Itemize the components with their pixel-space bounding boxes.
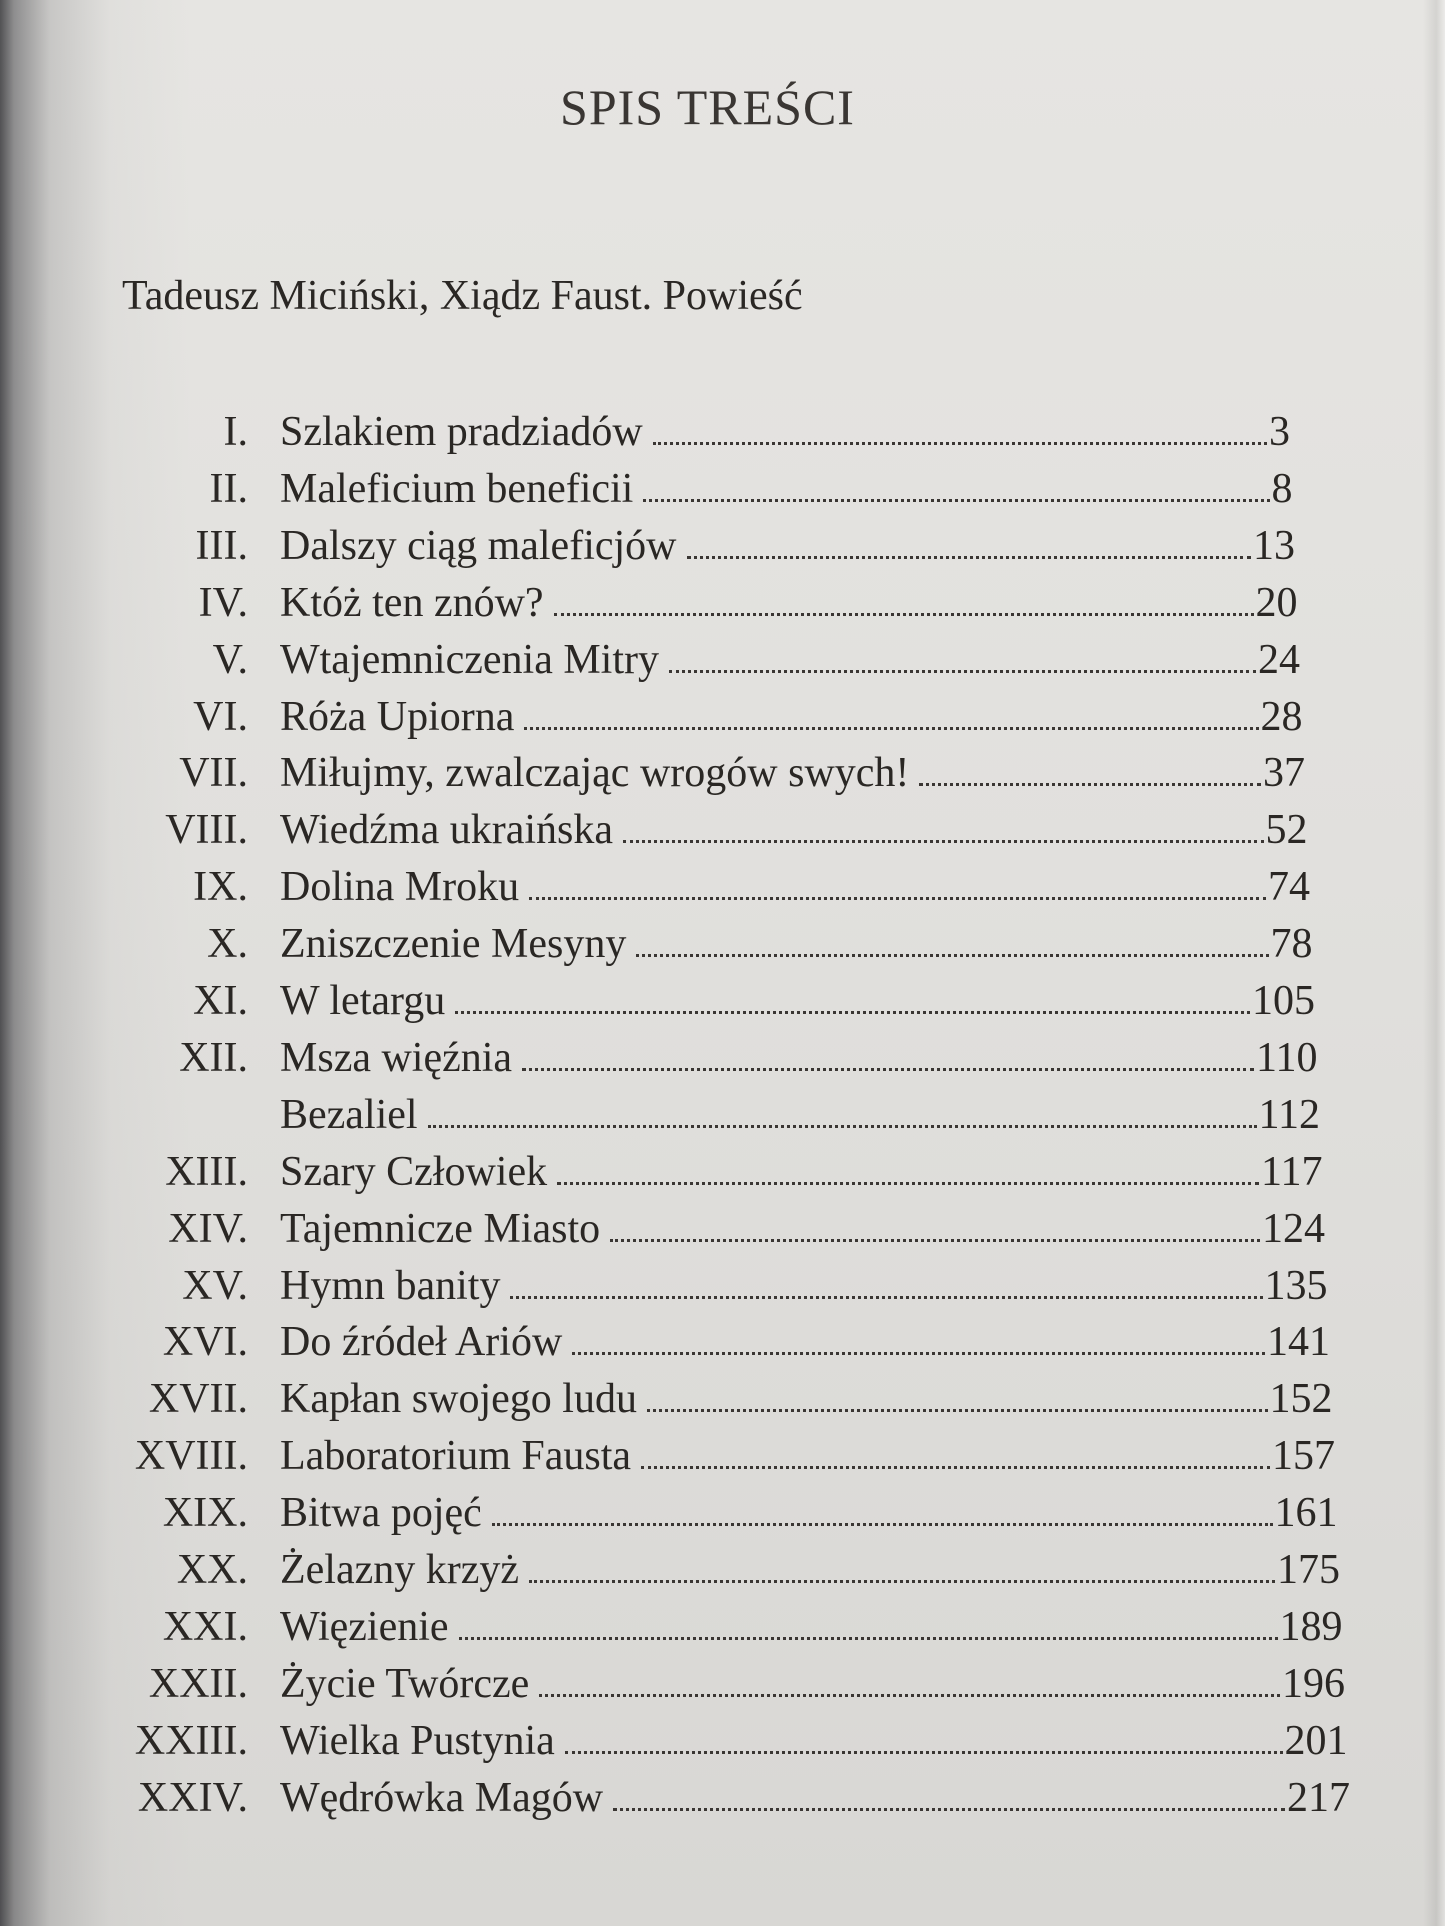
- chapter-number: XIII.: [165, 1148, 248, 1195]
- page-number: 217: [1287, 1774, 1350, 1821]
- dot-leader: [643, 499, 1269, 502]
- dot-leader: [455, 1011, 1250, 1014]
- page-number: 78: [1270, 921, 1313, 968]
- chapter-number: VII.: [179, 750, 248, 797]
- chapter-title: Szary Człowiek: [280, 1148, 548, 1195]
- chapter-number: IX.: [193, 864, 248, 911]
- page-number: 28: [1260, 693, 1303, 740]
- dot-leader: [565, 1751, 1283, 1754]
- chapter-number: XXII.: [148, 1660, 248, 1707]
- chapter-title: Żelazny krzyż: [280, 1547, 520, 1593]
- chapter-number: XI.: [193, 978, 248, 1024]
- page-number: 105: [1252, 978, 1315, 1024]
- toc-entry-line: [280, 1489, 1338, 1537]
- page-number: 157: [1272, 1433, 1335, 1480]
- toc-entry-line: [280, 693, 1303, 741]
- chapter-title: W letargu: [280, 978, 446, 1024]
- chapter-title: Więzienie: [280, 1603, 449, 1650]
- toc-entry-line: [280, 1318, 1330, 1366]
- page-number: 161: [1274, 1490, 1338, 1537]
- toc-entry: [0, 977, 1315, 1033]
- page-number: 141: [1267, 1319, 1330, 1366]
- chapter-number: XVI.: [162, 1319, 248, 1366]
- toc-entry-line: [280, 977, 1315, 1025]
- chapter-number: XIV.: [168, 1205, 248, 1252]
- chapter-number: XXIV.: [137, 1774, 248, 1821]
- chapter-title: Życie Twórcze: [280, 1660, 530, 1707]
- chapter-number: XVII.: [148, 1376, 248, 1423]
- toc-entry: [0, 1717, 1348, 1773]
- toc-entry-line: [280, 863, 1310, 911]
- page-number: 74: [1268, 864, 1310, 911]
- toc-entry-line: [280, 1660, 1345, 1708]
- chapter-title: Kapłan swojego ludu: [280, 1376, 637, 1423]
- dot-leader: [539, 1694, 1280, 1697]
- toc-entry-line: [280, 1603, 1343, 1651]
- toc-entry-line: [280, 1375, 1333, 1423]
- dot-leader: [428, 1125, 1257, 1128]
- toc-entry-line: [280, 1774, 1350, 1822]
- toc-entry: [0, 1034, 1318, 1090]
- page-number: 24: [1258, 636, 1300, 683]
- page-number: 196: [1282, 1660, 1345, 1707]
- toc-entry: [0, 863, 1310, 919]
- dot-leader: [641, 1466, 1270, 1469]
- toc-entry: [0, 522, 1295, 578]
- toc-entry: [0, 1318, 1330, 1374]
- toc-entry: [0, 1774, 1350, 1830]
- toc-entry: [0, 1546, 1340, 1602]
- dot-leader: [623, 840, 1263, 843]
- chapter-title: Hymn banity: [280, 1262, 501, 1309]
- chapter-title: Msza więźnia: [280, 1034, 513, 1081]
- toc-entry-line: [280, 1205, 1325, 1253]
- toc-entry: [0, 749, 1305, 805]
- toc-entry-line: [280, 522, 1295, 570]
- toc-entry: [0, 693, 1303, 749]
- chapter-number: XV.: [182, 1262, 248, 1309]
- chapter-title: Róża Upiorna: [280, 693, 515, 740]
- page-number: 20: [1255, 579, 1298, 626]
- toc-entry: [0, 1148, 1323, 1204]
- chapter-number: II.: [209, 465, 248, 512]
- chapter-title: Dolina Mroku: [280, 864, 520, 911]
- toc-entry-line: [280, 1148, 1323, 1196]
- dot-leader: [919, 783, 1261, 786]
- toc-entry-line: [280, 749, 1305, 797]
- chapter-title: Bitwa pojęć: [280, 1490, 482, 1537]
- chapter-title: Któż ten znów?: [280, 579, 544, 626]
- toc-entry: [0, 408, 1290, 464]
- page-number: 112: [1258, 1091, 1320, 1138]
- toc-entry: [0, 1489, 1338, 1545]
- dot-leader: [529, 1580, 1275, 1583]
- page-number: 124: [1262, 1205, 1325, 1252]
- toc-entry-line: [280, 636, 1300, 684]
- toc-entry-line: [280, 1091, 1320, 1139]
- dot-leader: [636, 954, 1268, 957]
- chapter-title: Bezaliel: [280, 1091, 418, 1138]
- page-number: 13: [1253, 522, 1295, 569]
- page-number: 175: [1277, 1547, 1340, 1593]
- chapter-number: III.: [195, 522, 248, 569]
- dot-leader: [522, 1068, 1254, 1071]
- dot-leader: [647, 1409, 1268, 1412]
- toc-entry: [0, 465, 1293, 521]
- toc-entry: [0, 1091, 1320, 1147]
- dot-leader: [554, 613, 1254, 616]
- chapter-number: VIII.: [165, 807, 248, 854]
- dot-leader: [459, 1637, 1278, 1640]
- chapter-title: Wędrówka Magów: [280, 1774, 604, 1821]
- chapter-number: X.: [207, 921, 248, 968]
- page-number: 110: [1256, 1034, 1318, 1081]
- toc-entry-line: [280, 1717, 1348, 1765]
- chapter-title: Laboratorium Fausta: [280, 1433, 632, 1480]
- chapter-number: XIX.: [162, 1490, 248, 1537]
- dot-leader: [669, 670, 1256, 673]
- page-number: 3: [1269, 409, 1290, 455]
- chapter-number: XXI.: [162, 1603, 248, 1650]
- dot-leader: [524, 727, 1258, 730]
- toc-entry: [0, 1603, 1343, 1659]
- page-number: 8: [1271, 465, 1293, 512]
- page-number: 117: [1261, 1148, 1323, 1195]
- chapter-title: Dalszy ciąg maleficjów: [280, 522, 677, 569]
- toc-entry: [0, 636, 1300, 692]
- toc-entry-line: [280, 1034, 1318, 1082]
- chapter-number: XVIII.: [134, 1433, 248, 1480]
- chapter-title: Zniszczenie Mesyny: [280, 921, 627, 968]
- dot-leader: [529, 897, 1266, 900]
- chapter-title: Tajemnicze Miasto: [280, 1205, 601, 1252]
- toc-entry: [0, 920, 1313, 976]
- chapter-number: XXIII.: [134, 1717, 248, 1764]
- toc-entry: [0, 806, 1308, 862]
- chapter-number: I.: [223, 409, 248, 455]
- chapter-number: XII.: [179, 1034, 248, 1081]
- dot-leader: [687, 556, 1252, 559]
- toc-entry-line: [280, 806, 1308, 854]
- chapter-title: Wielka Pustynia: [280, 1717, 555, 1764]
- toc-entry-line: [280, 1546, 1340, 1594]
- dot-leader: [610, 1239, 1260, 1242]
- chapter-title: Szlakiem pradziadów: [280, 409, 643, 455]
- page-number: 189: [1279, 1603, 1343, 1650]
- chapter-title: Miłujmy, zwalczając wrogów swych!: [280, 750, 910, 797]
- toc-entry: [0, 1375, 1333, 1431]
- toc-entry-line: [280, 465, 1293, 513]
- chapter-title: Wiedźma ukraińska: [280, 807, 614, 854]
- page-title: SPIS TREŚCI: [560, 79, 855, 135]
- chapter-number: VI.: [193, 693, 248, 740]
- dot-leader: [557, 1182, 1259, 1185]
- page-number: 201: [1284, 1717, 1348, 1764]
- chapter-title: Maleficium beneficii: [280, 465, 634, 512]
- chapter-title: Wtajemniczenia Mitry: [280, 636, 660, 683]
- dot-leader: [492, 1523, 1273, 1526]
- dot-leader: [613, 1808, 1285, 1811]
- toc-entry: [0, 1262, 1328, 1318]
- toc-entry-line: [280, 920, 1313, 968]
- dot-leader: [510, 1296, 1262, 1299]
- work-heading: Tadeusz Miciński, Xiądz Faust. Powieść: [122, 273, 803, 319]
- toc-entry-line: [280, 579, 1298, 627]
- toc-entry-line: [280, 1262, 1328, 1310]
- toc-entry-line: [280, 408, 1290, 456]
- toc-entry: [0, 1205, 1325, 1261]
- toc-entry-line: [280, 1432, 1335, 1480]
- chapter-title: Do źródeł Ariów: [280, 1319, 563, 1366]
- chapter-number: IV.: [198, 579, 248, 626]
- page-number: 52: [1265, 807, 1308, 854]
- toc-entry: [0, 579, 1298, 635]
- chapter-number: XX.: [176, 1547, 248, 1593]
- page-number: 152: [1269, 1376, 1333, 1423]
- page-number: 37: [1263, 750, 1305, 797]
- chapter-number: V.: [212, 636, 248, 683]
- dot-leader: [653, 442, 1267, 445]
- toc-entry: [0, 1432, 1335, 1488]
- dot-leader: [572, 1352, 1265, 1355]
- page-number: 135: [1264, 1262, 1328, 1309]
- toc-entry: [0, 1660, 1345, 1716]
